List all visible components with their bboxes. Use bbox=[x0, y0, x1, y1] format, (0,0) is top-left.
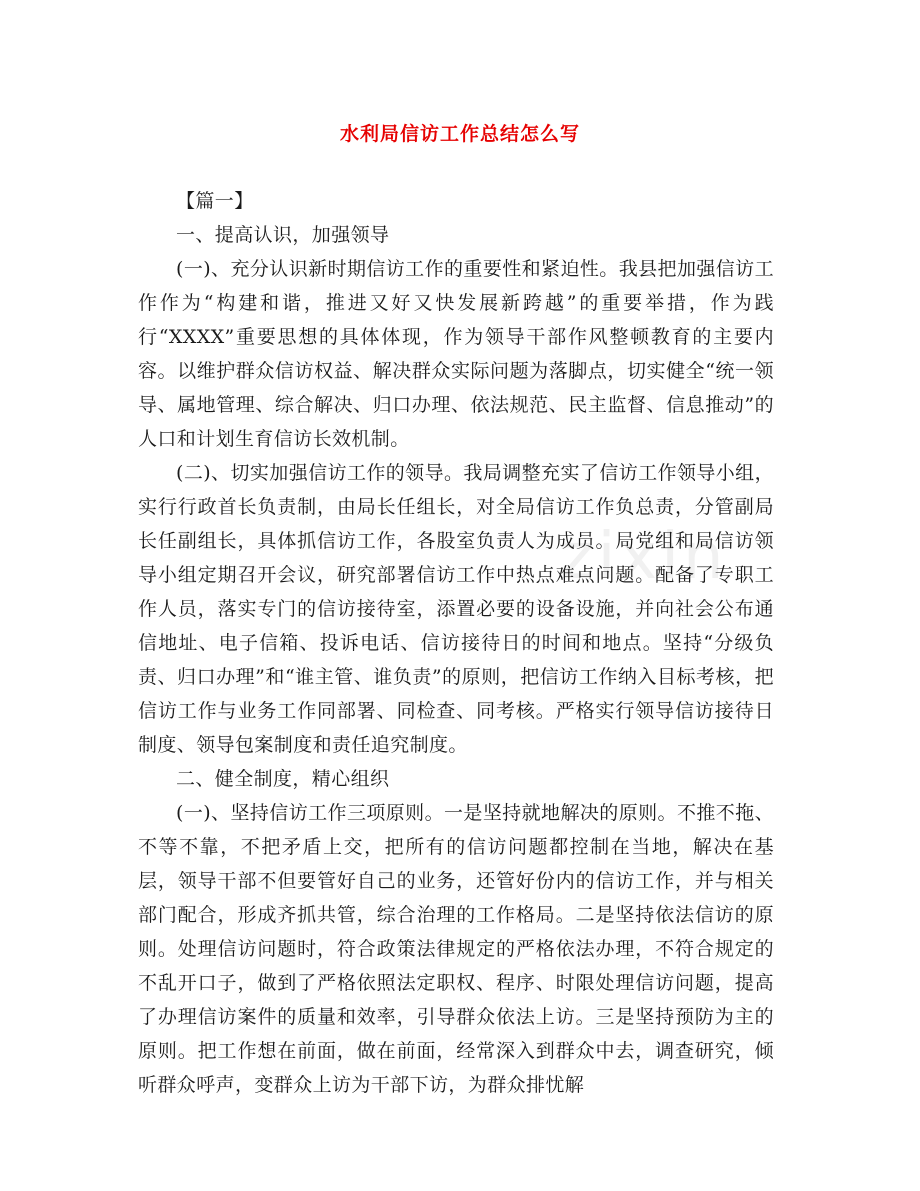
document-body bbox=[138, 184, 774, 1102]
paragraph-1-2: (二)、切实加强信访工作的领导。我局调整充实了信访工作领导小组，实行行政首长负责制，由局长任组长，对全局信访工作负总责，分管副局长任副组长，具体抓信访工作，各股室负责人为成员。局党组和局信访领导小组定期召开会议，研究部署信访工作中热点难点问题。配备了专职工作人员，落实专门的信访接待室，添置必要的设备设施，并向社会公布通信地址、电子信箱、投诉电话、信访接待日的时间和地点。坚持“分级负责、归口办理”和“谁主管、谁负责”的原则，把信访工作纳入目标考核，把信访工作与业务工作同部署、同检查、同考核。严格实行领导信访接待日制度、领导包案制度和责任追究制度。 bbox=[138, 462, 774, 756]
heading-2: 二、健全制度，精心组织 bbox=[176, 768, 390, 790]
paragraph-1-1: (一)、充分认识新时期信访工作的重要性和紧迫性。我县把加强信访工作作为“构建和谐，推进又好又快发展新跨越”的重要举措，作为践行“XXXX”重要思想的具体体现，作为领导干部作风整顿教育的主要内容。以维护群众信访权益、解决群众实际问题为落脚点，切实健全“统一领导、属地管理、综合解决、归口办理、依法规范、民主监督、信息推动”的人口和计划生育信访长效机制。 bbox=[138, 258, 774, 450]
section-label: 【篇一】 bbox=[176, 190, 254, 212]
heading-1: 一、提高认识，加强领导 bbox=[176, 224, 390, 246]
paragraph-2-1: (一)、坚持信访工作三项原则。一是坚持就地解决的原则。不推不拖、不等不靠，不把矛盾上交，把所有的信访问题都控制在当地，解决在基层，领导干部不但要管好自己的业务，还管好份内的信访工作，并与相关部门配合，形成齐抓共管，综合治理的工作格局。二是坚持依法信访的原则。处理信访问题时，符合政策法律规定的严格依法办理，不符合规定的不乱开口子，做到了严格依照法定职权、程序、时限处理信访问题，提高了办理信访案件的质量和效率，引导群众依法上访。三是坚持预防为主的原则。把工作想在前面，做在前面，经常深入到群众中去，调查研究，倾听群众呼声，变群众上访为干部下访，为群众排忧解 bbox=[138, 802, 774, 1096]
watermark: zixin bbox=[560, 520, 728, 594]
document-title: 水利局信访工作总结怎么写 bbox=[339, 123, 580, 145]
